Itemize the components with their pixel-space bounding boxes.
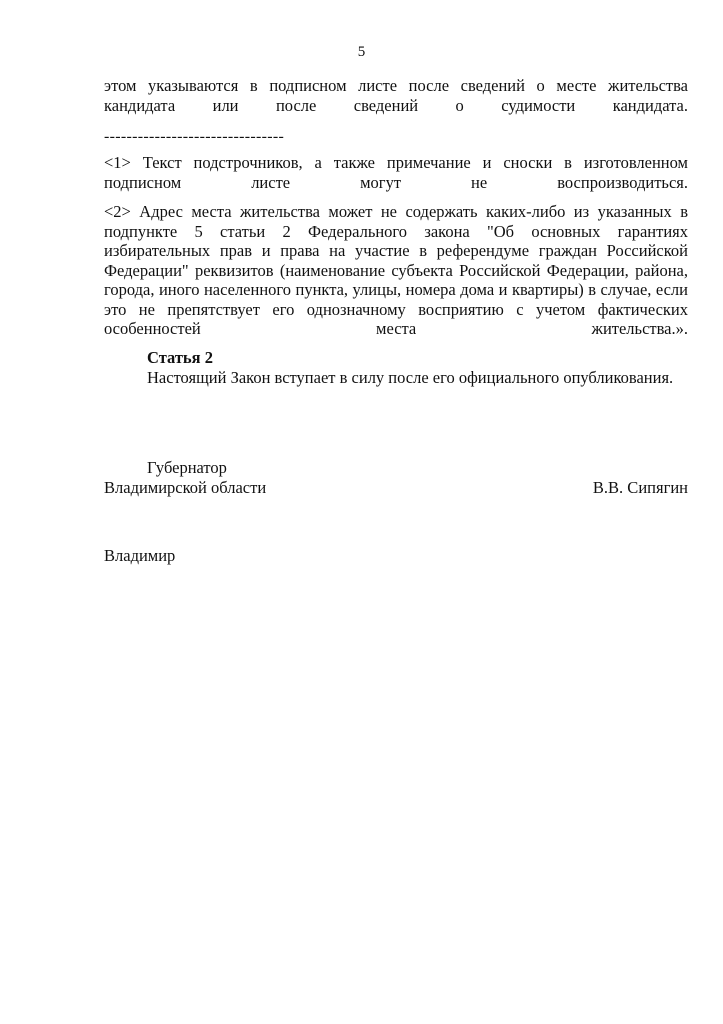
- footnote-1-block: [104, 153, 688, 192]
- continuation-text: этом указываются в подписном листе после сведений о месте жительства кандидата или после сведений о судимости кандидата.: [104, 76, 688, 115]
- signature-title: Губернатор: [147, 458, 227, 477]
- signature-name: В.В. Сипягин: [592, 478, 688, 497]
- article-2-block: [104, 368, 688, 388]
- article-2-text: Настоящий Закон вступает в силу после его официального опубликования.: [147, 368, 674, 387]
- footnote-2-text: <2> Адрес места жительства может не содержать каких-либо из указанных в подпункте 5 статьи 2 Федерального закона "Об основных гарантиях избирательных прав и права на участие в референдуме граждан Российской Федерации" реквизитов (наименование субъекта Российской Федерации, района, города, иного населенного пункта, улицы, номера дома и квартиры) в случае, если это не препятствует его однозначному восприятию с учетом фактических особенностей места жительства.».: [104, 202, 688, 338]
- footnote-separator: --------------------------------: [104, 128, 285, 145]
- city-name: Владимир: [104, 546, 176, 565]
- article-heading: Статья 2: [147, 348, 213, 367]
- signature-region: Владимирской области: [104, 478, 267, 497]
- page-number: 5: [357, 44, 366, 60]
- footnote-2-block: [104, 202, 688, 339]
- footnote-1-text: <1> Текст подстрочников, а также примечание и сноски в изготовленном подписном листе могут не воспроизводиться.: [104, 153, 688, 192]
- continuation-paragraph: [104, 76, 688, 115]
